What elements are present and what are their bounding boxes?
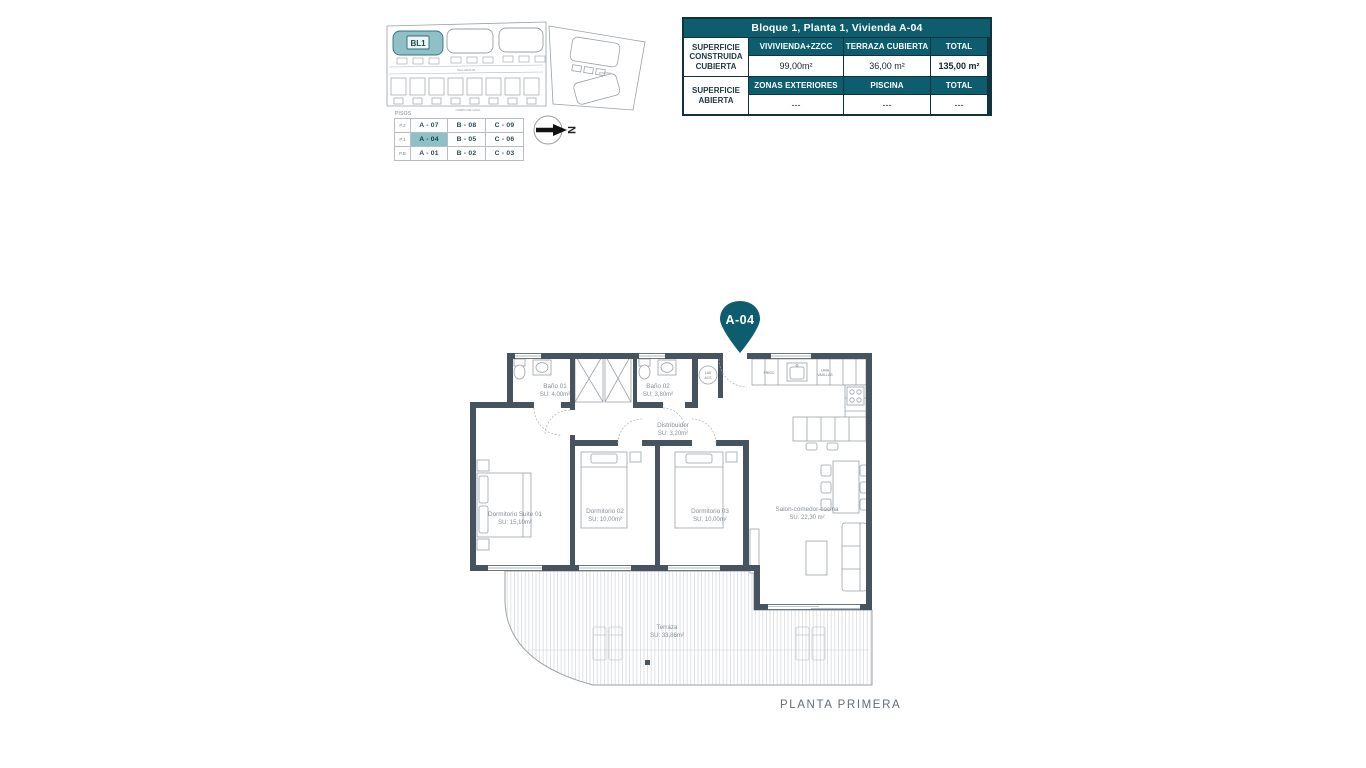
- plan-caption: PLANTA PRIMERA: [780, 699, 902, 711]
- room-label-distribuidor-area: SU: 3,20m²: [657, 431, 689, 437]
- floor-label-pb: P.B: [395, 147, 410, 160]
- bl1-label: BL1: [410, 39, 426, 48]
- floor-label-p2: P.2: [395, 119, 410, 132]
- dishwasher-label-2: VAJILLAS: [817, 373, 833, 377]
- right-area-label: PISCINA: [598, 71, 612, 75]
- value-vivienda-zzcc: 99,00m²: [749, 56, 843, 76]
- street-label-bottom: CAMPO DE GOLF: [455, 108, 481, 112]
- unit-cell-a01[interactable]: A - 01: [411, 147, 447, 160]
- value-piscina: ---: [844, 95, 930, 114]
- site-houses-bottom-row: [391, 78, 539, 104]
- site-small-plots-top: [397, 56, 545, 64]
- room-label-bano02-name: Baño 02: [646, 383, 670, 390]
- col-vivienda-zzcc: VIVIVIENDA+ZZCC: [749, 38, 843, 55]
- site-buildings-right: [568, 36, 621, 105]
- stove: [847, 387, 864, 405]
- surface-table-title: Bloque 1, Planta 1, Vivienda A-04: [684, 19, 990, 37]
- street-label-top: VALLADOLID: [456, 68, 476, 72]
- units-table-header: PISOS: [395, 111, 412, 117]
- room-label-dorm02-area: SU: 10,00m²: [588, 517, 622, 523]
- room-label-dorm03-name: Dormitorio 03: [691, 508, 729, 515]
- unit-cell-b05[interactable]: B - 05: [448, 133, 485, 146]
- unit-cell-c06[interactable]: C - 06: [486, 133, 523, 146]
- unit-pin-label: A-04: [725, 313, 755, 327]
- room-label-bano01-area: SU: 4,00m²: [539, 392, 571, 398]
- entrance-door-arc: [719, 359, 747, 387]
- terrace-deck: [505, 571, 872, 685]
- unit-cell-a07[interactable]: A - 07: [411, 119, 447, 132]
- sink-basin: [536, 363, 548, 373]
- units-table: [394, 111, 524, 161]
- value-zonas-exteriores: ---: [749, 95, 843, 114]
- furniture: [477, 355, 867, 591]
- kitchen-island: [793, 417, 866, 450]
- wardrobes: [575, 355, 631, 402]
- site-buildings-top-row: [393, 28, 543, 55]
- floor-label-p1: P.1: [395, 133, 410, 146]
- closet-lav-label: LAV: [704, 371, 712, 375]
- fridge-label: FRIGO: [763, 371, 775, 375]
- open-surface-label: SUPERFICIE ABIERTA: [684, 77, 748, 114]
- col-zonas-exteriores: ZONAS EXTERIORES: [749, 77, 843, 94]
- closet-acs-label: ACS: [704, 376, 712, 380]
- terrace-drain: [645, 660, 650, 665]
- value-total-open: ---: [931, 95, 987, 114]
- room-label-distribuidor-name: Distribuidor: [657, 422, 689, 429]
- room-label-salon-area: SU: 22,30 m²: [789, 515, 825, 521]
- bed-suite: [477, 460, 531, 550]
- bathroom01-fixtures: [514, 359, 551, 379]
- unit-cell-b08[interactable]: B - 08: [448, 119, 485, 132]
- room-label-bano01-name: Baño 01: [543, 383, 567, 390]
- unit-cell-c09[interactable]: C - 09: [486, 119, 523, 132]
- col-total-open: TOTAL: [931, 77, 987, 94]
- dishwasher-label-1: LAVA: [820, 368, 830, 373]
- unit-cell-b02[interactable]: B - 02: [448, 147, 485, 160]
- room-label-bano02-area: SU: 3,80m²: [642, 392, 674, 398]
- unit-cell-a04-selected[interactable]: A - 04: [411, 133, 447, 146]
- floor-plan: [455, 340, 885, 720]
- toilet-bowl: [514, 365, 525, 379]
- room-label-dorm03-area: SU: 10,00m²: [693, 517, 727, 523]
- north-letter: N: [565, 126, 578, 134]
- surface-table: [682, 17, 992, 116]
- coffee-table: [806, 541, 827, 575]
- room-label-dorm02-name: Dormitorio 02: [586, 508, 624, 515]
- site-plan: [383, 16, 657, 116]
- room-label-terraza-name: Terraza: [656, 624, 678, 631]
- room-label-salon-name: Salon-comedor-cocina: [775, 506, 839, 513]
- col-piscina: PISCINA: [844, 77, 930, 94]
- value-total-covered: 135,00 m²: [931, 56, 987, 76]
- room-label-suite-name: Dormitorio Suite 01: [488, 511, 542, 518]
- col-terraza-cubierta: TERRAZA CUBIERTA: [844, 38, 930, 55]
- unit-cell-c03[interactable]: C - 03: [486, 147, 523, 160]
- covered-surface-label: SUPERFICIE CONSTRUIDA CUBIERTA: [684, 38, 748, 76]
- sofa: [842, 523, 867, 591]
- north-arrow-icon: [524, 104, 584, 154]
- utility-closet: [699, 366, 717, 384]
- value-terraza-cubierta: 36,00 m²: [844, 56, 930, 76]
- col-total-covered: TOTAL: [931, 38, 987, 55]
- room-label-terraza-area: SU: 33,86m²: [650, 633, 684, 639]
- bathroom02-fixtures: [639, 359, 676, 379]
- room-label-suite-area: SU: 15,10m²: [498, 520, 532, 526]
